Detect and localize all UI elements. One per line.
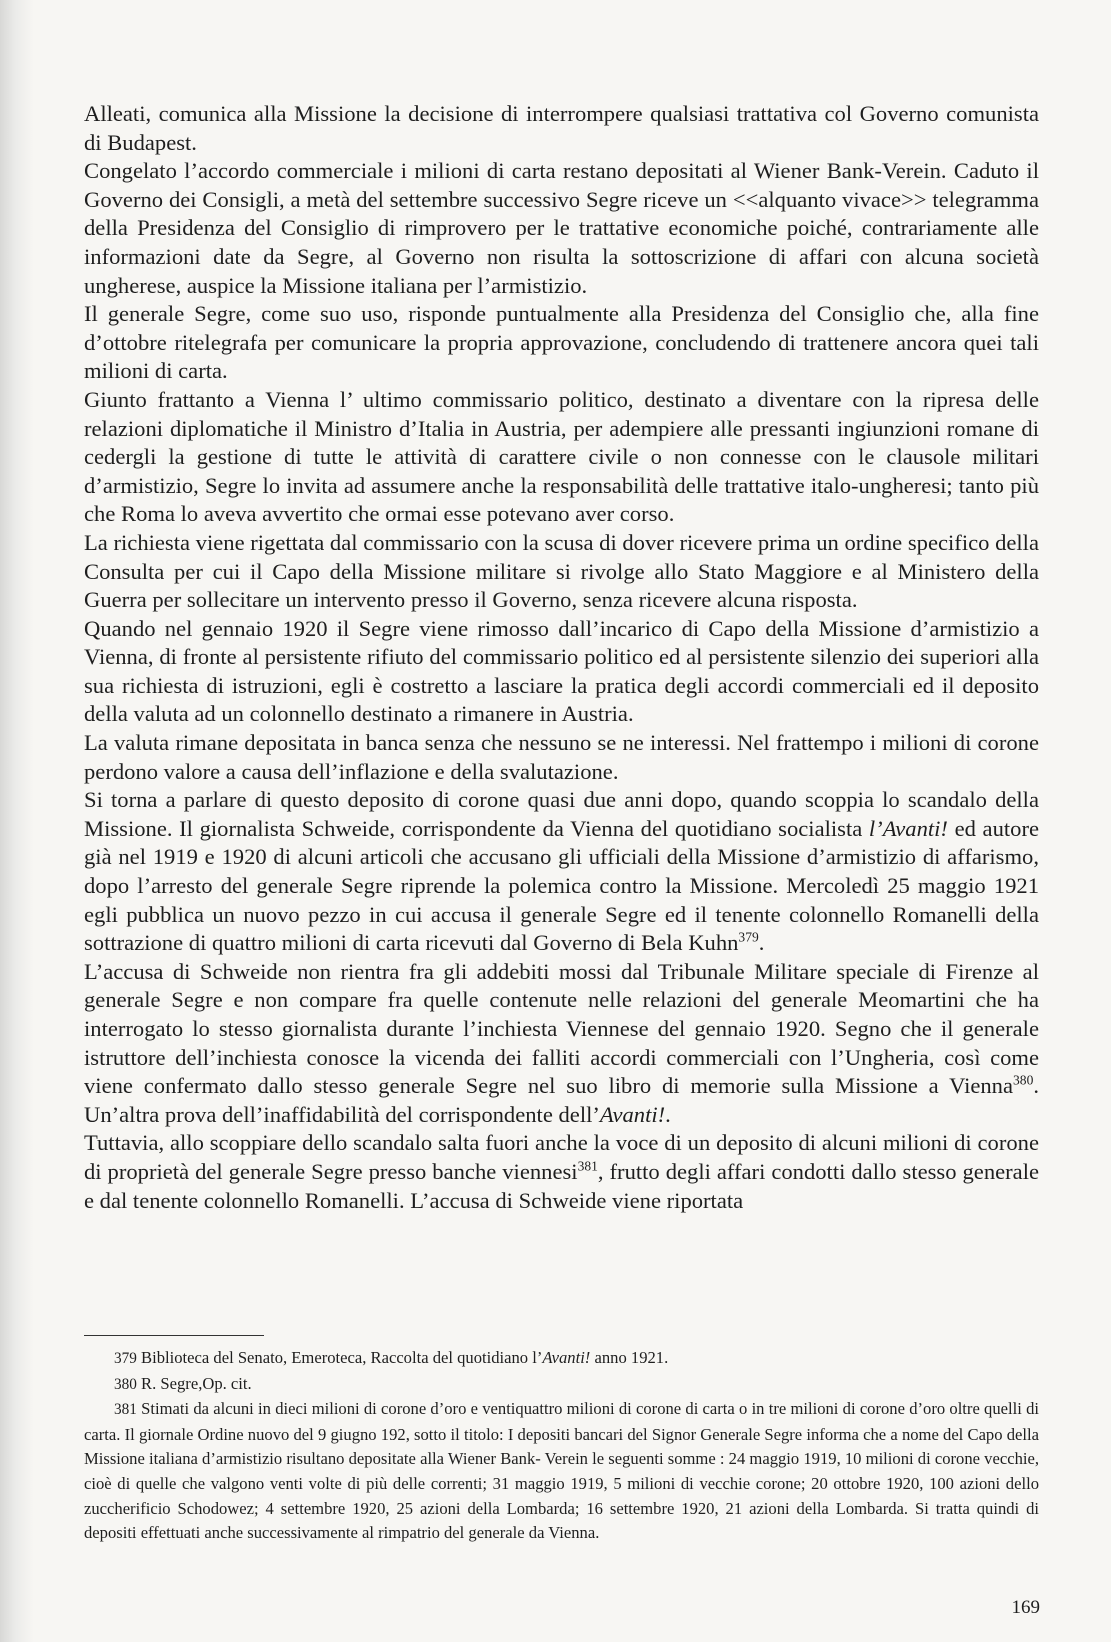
footnote-379: [84, 1346, 1039, 1372]
footnote-text: Stimati da alcuni in dieci milioni di corone d’oro e ventiquattro milioni di corone di carta o in tre milioni di corone d’oro oltre quelli di carta. Il giornale Ordine nuovo del 9 giugno 192, sotto il titolo: I depositi bancari del Signor Generale Segre informa che a nome del Capo della Missione italiana d’armistizio risultano depositate alla Wiener Bank- Verein le seguenti somme : 24 maggio 1919, 10 milioni di corone vecchie, cioè di quelle che valgono venti volte di più delle correnti; 31 maggio 1919, 5 milioni di vecchie corone; 20 ottobre 1920, 100 azioni dello zuccherificio Schodowez; 4 settembre 1920, 25 azioni della Lombarda; 16 settembre 1920, 21 azioni della Lombarda. Si tratta quindi di depositi effettuati anche successivamente al rimpatrio del generale da Vienna.: [84, 1399, 1039, 1543]
page-number: 169: [1011, 1597, 1040, 1618]
paragraph-8-text-a: Si torna a parlare di questo deposito di corone quasi due anni dopo, quando scoppia lo scandalo della Missione. Il giornalista Schweide, corrispondente da Vienna del quotidiano socialista: [84, 787, 1039, 841]
footnote-number: 380: [114, 1375, 137, 1393]
paragraph-8-text-b: ed autore già nel 1919 e 1920 di alcuni articoli che accusano gli ufficiali della Missione d’armistizio di affarismo, dopo l’arresto del generale Segre riprende la polemica contro la Missione. Mercoledì 25 maggio 1921 egli pubblica un nuovo pezzo in cui accusa il generale Segre ed il tenente colonnello Romanelli della sottrazione di quattro milioni di carta ricevuti dal Governo di Bela Kuhn: [84, 815, 1039, 956]
newspaper-title: l’Avanti!: [868, 815, 948, 841]
footnotes: [84, 1346, 1039, 1546]
footnote-ref-381[interactable]: 381: [577, 1158, 598, 1174]
footnote-separator: [84, 1335, 264, 1336]
paragraph-2: Congelato l’accordo commerciale i milioni di carta restano depositati al Wiener Bank-Verein. Caduto il Governo dei Consigli, a metà del settembre successivo Segre riceve un <<alquanto vivace>> telegramma della Presidenza del Consiglio di rimprovero per le trattative economiche poiché, contrariamente alle informazioni date da Segre, al Governo non risulta la sottoscrizione di affari con alcuna società ungherese, auspice la Missione italiana per l’armistizio.: [84, 158, 1039, 298]
footnote-ref-380[interactable]: 380: [1013, 1072, 1034, 1088]
paragraph-8-text-c: .: [758, 930, 765, 956]
paragraph-3: Il generale Segre, come suo uso, risponde puntualmente alla Presidenza del Consiglio che, alla fine d’ottobre ritelegrafa per comunicare la propria approvazione, concludendo di trattenere ancora quei tali milioni di carta.: [84, 301, 1039, 384]
paragraph-9-text-c: .: [665, 1101, 671, 1127]
paragraph-10: [84, 1129, 1039, 1215]
footnote-number: 379: [114, 1350, 137, 1367]
footnote-381: [84, 1397, 1039, 1546]
paragraph-4: Giunto frattanto a Vienna l’ ultimo commissario politico, destinato a diventare con la ripresa delle relazioni diplomatiche il Ministro d’Italia in Austria, per adempiere alle pressanti ingiunzioni romane di cedergli la gestione di tutte le attività di carattere civile o non connesse con le clausole militari d’armistizio, Segre lo invita ad assumere anche la responsabilità delle trattative italo-ungheresi; tanto più che Roma lo aveva avvertito che ormai esse potevano aver corso.: [84, 386, 1039, 527]
paragraph-9-text-a: L’accusa di Schweide non rientra fra gli addebiti mossi dal Tribunale Militare speciale di Firenze al generale Segre e non compare fra quelle contenute nelle relazioni del generale Meomartini che ha interrogato lo stesso giornalista durante l’inchiesta Viennese del gennaio 1920. Segno che il generale istruttore dell’inchiesta conosce la vicenda dei falliti accordi commerciali con l’Ungheria, così come viene confermato dallo stesso generale Segre nel suo libro di memorie sulla Missione a Vienna: [84, 958, 1039, 1099]
newspaper-title: Avanti!: [542, 1348, 591, 1367]
paragraph-9: [84, 958, 1039, 1130]
paragraph-5: La richiesta viene rigettata dal commissario con la scusa di dover ricevere prima un ordine specifico della Consulta per cui il Capo della Missione militare si rivolge allo Stato Maggiore e al Ministero della Guerra per sollecitare un intervento presso il Governo, senza ricevere alcuna risposta.: [84, 529, 1039, 613]
paragraph-6: Quando nel gennaio 1920 il Segre viene rimosso dall’incarico di Capo della Missione d’armistizio a Vienna, di fronte al persistente rifiuto del commissario politico ed al persistente silenzio dei superiori alla sua richiesta di istruzioni, egli è costretto a lasciare la pratica degli accordi commerciali ed il deposito della valuta ad un colonnello destinato a rimanere in Austria.: [84, 615, 1039, 727]
footnote-text: Biblioteca del Senato, Emeroteca, Raccolta del quotidiano l’: [136, 1348, 543, 1367]
footnote-380: [84, 1372, 1039, 1398]
footnote-text: anno 1921.: [590, 1348, 669, 1367]
main-text: [84, 100, 1039, 1215]
footnote-number: 381: [114, 1401, 137, 1419]
page-binding-shadow: [0, 0, 34, 1642]
paragraph-8: [84, 786, 1039, 958]
paragraph-9-text-b: . Un’altra prova dell’inaffidabilità del corrispondente dell’: [84, 1073, 1039, 1127]
footnote-text: R. Segre,Op. cit.: [136, 1373, 252, 1393]
paragraph-1: Alleati, comunica alla Missione la decisione di interrompere qualsiasi trattativa col Governo comunista di Budapest.: [84, 101, 1039, 155]
paragraph-10-text-b: , frutto degli affari condotti dallo stesso generale e dal tenente colonnello Romanelli. L’accusa di Schweide viene riportata: [84, 1158, 1039, 1213]
newspaper-title: Avanti!: [599, 1101, 666, 1127]
footnote-ref-379[interactable]: 379: [738, 929, 759, 945]
paragraph-7: La valuta rimane depositata in banca senza che nessuno se ne interessi. Nel frattempo i milioni di corone perdono valore a causa dell’inflazione e della svalutazione.: [84, 730, 1039, 784]
paragraph-10-text-a: Tuttavia, allo scoppiare dello scandalo salta fuori anche la voce di un deposito di alcuni milioni di corone di proprietà del generale Segre presso banche viennesi: [84, 1130, 1039, 1184]
